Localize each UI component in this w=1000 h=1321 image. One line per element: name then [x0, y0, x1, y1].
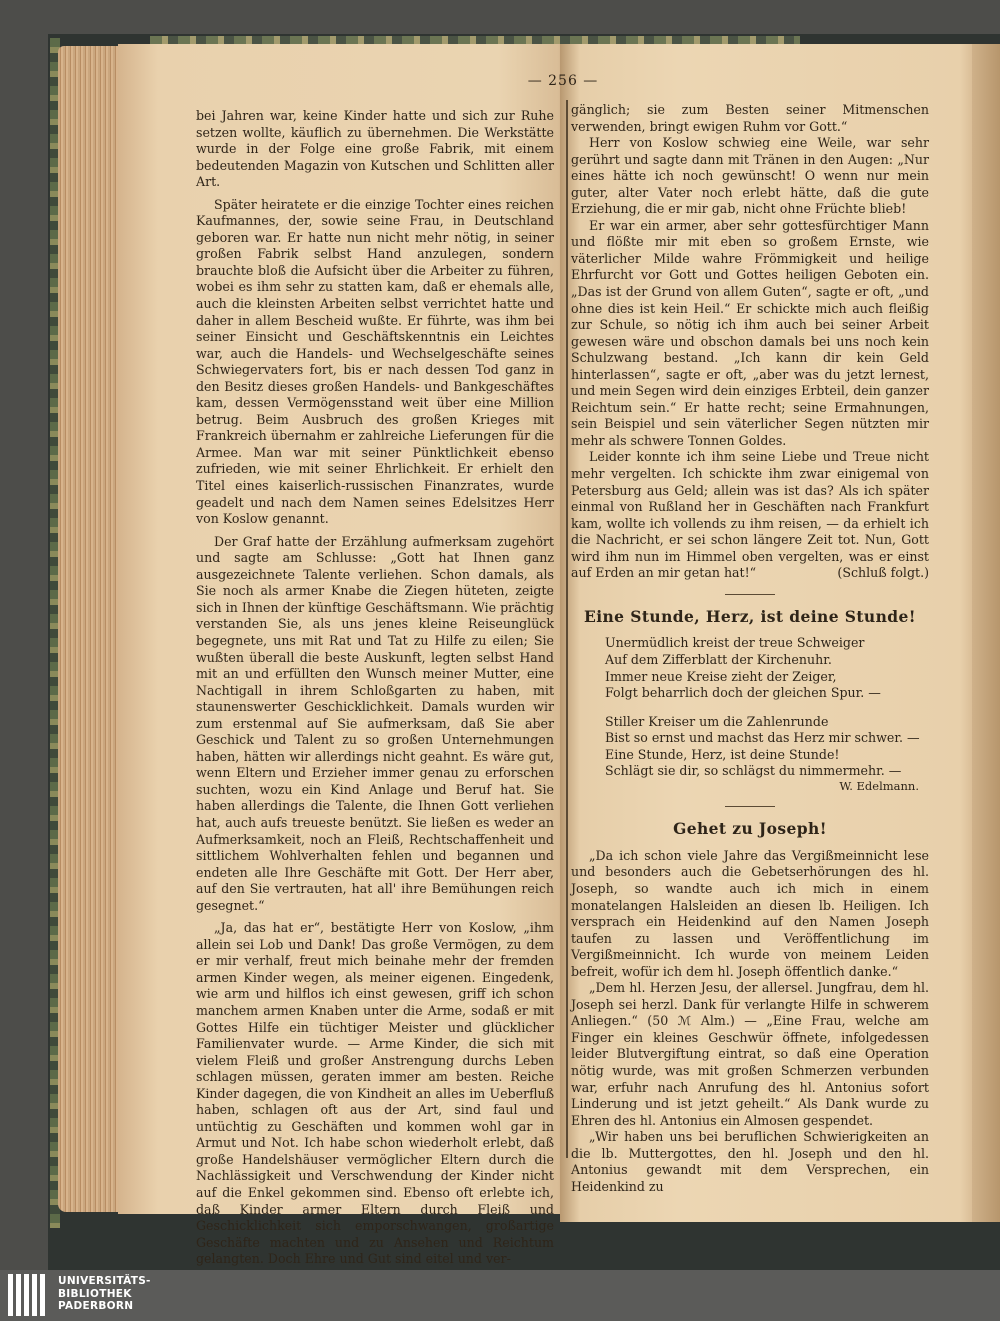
paragraph: „Dem hl. Herzen Jesu, der allersel. Jungfrau, dem hl. Joseph sei herzl. Dank für verlangte Hilfe in schwerem Anliegen.“ (50 ℳ Alm.) — „Eine Frau, welche am Finger ein kleines Geschwür öffnete, infolgedessen leider Blutvergiftung eintrat, so daß eine Operation nötig wurde, was mit großen Schmerzen verbunden war, erfuhr nach Anrufung des hl. Antonius sofort Linderung und ist jetzt geheilt.“ Als Dank wurde zu Ehren des hl. Antonius ein Almosen gespendet.: [571, 980, 929, 1128]
poem-line: Auf dem Zifferblatt der Kirchenuhr.: [605, 651, 832, 667]
paragraph: gänglich; sie zum Besten seiner Mitmenschen verwenden, bringt ewigen Ruhm vor Gott.“: [571, 102, 929, 134]
column-rule: [566, 100, 568, 1158]
poem-line: Stiller Kreiser um die Zahlenrunde: [605, 713, 829, 729]
paragraph: „Da ich schon viele Jahre das Vergißmeinnicht lese und besonders auch die Gebetserhörungen des hl. Joseph, so wandte auch ich mich in einem monatelangen Halsleiden an diesen lb. Heiligen. Ich versprach ein Heidenkind auf den Namen Joseph taufen zu lassen und Veröffentlichung im Vergißmeinnicht. Ich wurde von meinem Leiden befreit, wofür ich dem hl. Joseph öffentlich danke.“: [571, 847, 929, 979]
continued-note: (Schluß folgt.): [837, 565, 929, 581]
right-column: [571, 102, 929, 1195]
poem-line: Schlägt sie dir, so schlägst du nimmermehr. —: [605, 763, 902, 779]
page-curl: [972, 44, 1000, 1222]
poem: [605, 635, 929, 779]
poem-stanza: [605, 714, 929, 780]
poem-line: Bist so ernst und machst das Herz mir schwer. —: [605, 730, 920, 746]
paragraph: Der Graf hatte der Erzählung aufmerksam zugehört und sagte am Schlusse: „Gott hat Ihnen ganz ausgezeichnete Talente verliehen. Schon damals, als Sie noch als armer Knabe die Ziegen hüteten, zeigte sich in Ihnen der künftige Geschäftsmann. Wie prächtig verstanden Sie, als uns jenes kleine Reiseunglück begegnete, uns mit Rat und Tat zu Hilfe zu eilen; Sie wußten überall die beste Auskunft, legten selbst Hand mit an und erfüllten den Wunsch meiner Mutter, eine Nachtigall in ihrem Schloßgarten zu haben, mit staunenswerter Geschicklichkeit. Damals wurden wir zum erstenmal auf Sie aufmerksam, daß Sie aber Geschick und Talent zu so großen Unternehmungen haben, hätten wir allerdings nicht geahnt. Es wäre gut, wenn Eltern und Erzieher immer genau zu erforschen suchten, wozu ein Kind Anlage und Beruf hat. Sie haben allerdings die Talente, die Ihnen Gott verliehen hat, auch aufs treueste benützt. Sie ließen es weder an Aufmerksamkeit, noch an Fleiß, Rechtschaffenheit und sittlichem Wohlverhalten fehlen und begannen und endeten alle Ihre Geschäfte mit Gott. Der Herr aber, auf den Sie vertrauten, hat all' ihre Bemühungen reich gesegnet.“: [196, 533, 554, 913]
library-name-line: BIBLIOTHEK: [58, 1287, 132, 1300]
page-number: — 256 —: [527, 73, 599, 89]
paragraph: Er war ein armer, aber sehr gottesfürchtiger Mann und flößte mir mit eben so großem Ernste, wie väterlicher Milde wahre Frömmigkeit und heilige Ehrfurcht vor Gott und Gottes heiligen Geboten ein. „Das ist der Grund von allem Guten“, sagte er oft, „und ohne dies ist kein Heil.“ Er schickte mich auch fleißig zur Schule, so nötig ich ihm auch bei seiner Arbeit gewesen wäre und obschon damals bei uns noch kein Schulzwang bestand. „Ich kann dir kein Geld hinterlassen“, sagte er oft, „aber was du jetzt lernest, und mein Segen wird dein einziges Erbteil, dein ganzer Reichtum sein.“ Er hatte recht; seine Ermahnungen, sein Beispiel und sein väterlicher Segen nützten mir mehr als schwere Tonnen Goldes.: [571, 217, 929, 448]
poem-stanza: [605, 635, 929, 701]
library-footer: [0, 1270, 1000, 1321]
poem-line: Unermüdlich kreist der treue Schweiger: [605, 635, 865, 651]
left-column: [196, 108, 554, 1268]
top-marbled-edge: [150, 36, 800, 44]
poem-title: Eine Stunde, Herz, ist deine Stunde!: [584, 606, 916, 626]
section-divider: [725, 594, 775, 595]
poem-line: Eine Stunde, Herz, ist deine Stunde!: [605, 746, 840, 762]
poem-line: Folgt beharrlich doch der gleichen Spur. —: [605, 685, 881, 701]
section-divider: [725, 806, 775, 807]
paragraph: „Wir haben uns bei beruflichen Schwierigkeiten an die lb. Muttergottes, den hl. Joseph und den hl. Antonius gewandt mit dem Versprechen, ein Heidenkind zu: [571, 1129, 929, 1194]
poem-line: Immer neue Kreise zieht der Zeiger,: [605, 668, 837, 684]
paragraph: bei Jahren war, keine Kinder hatte und sich zur Ruhe setzen wollte, käuflich zu übernehmen. Die Werkstätte wurde in der Folge eine große Fabrik, mit einem bedeutenden Magazin von Kutschen und Schlitten aller Art.: [196, 108, 554, 190]
paragraph: Herr von Koslow schwieg eine Weile, war sehr gerührt und sagte dann mit Tränen in den Augen: „Nur eines hätte ich noch gewünscht! O wenn nur mein guter, alter Vater noch erlebt hätte, daß die gute Erziehung, die er mir gab, nicht ohne Früchte blieb!: [571, 135, 929, 217]
poem-author: W. Edelmann.: [839, 778, 919, 793]
library-name: [58, 1275, 151, 1313]
library-name-line: PADERBORN: [58, 1300, 134, 1312]
paragraph: Später heiratete er die einzige Tochter eines reichen Kaufmannes, der, sowie seine Frau, in Deutschland geboren war. Er hatte nun nicht mehr nötig, in seiner großen Fabrik selbst Hand anzulegen, sondern brauchte bloß die Aufsicht über die Arbeiter zu führen, wobei es ihm sehr zu statten kam, daß er ehemals alle, auch die kleinsten Arbeiten selbst verrichtet hatte und daher in allem Bescheid wußte. Er führte, was ihm bei seiner Einsicht und Geschäftskenntnis ein Leichtes war, auch die Handels- und Wechselgeschäfte seines Schwiegervaters fort, bis er nach dessen Tod ganz in den Besitz dieses großen Handels- und Bankgeschäftes kam, dessen Vermögensstand weit über eine Million betrug. Beim Ausbruch des großen Krieges mit Frankreich übernahm er zahlreiche Lieferungen für die Armee. Man war mit seiner Pünktlichkeit ebenso zufrieden, wie mit seiner Ehrlichkeit. Er erhielt den Titel eines kaiserlich-russischen Finanzrates, wurde geadelt und nach dem Namen seines Edelsitzes Herr von Koslow genannt.: [196, 196, 554, 527]
library-name-line: UNIVERSITÄTS-: [58, 1275, 151, 1287]
paragraph: „Ja, das hat er“, bestätigte Herr von Koslow, „ihm allein sei Lob und Dank! Das große Vermögen, zu dem er mir verhalf, freut mich beinahe mehr der fremden armen Kinder wegen, als meiner eigenen. Eingedenk, wie arm und hilflos ich einst gewesen, griff ich schon manchem armen Knaben unter die Arme, sodaß er mit Gottes Hilfe ein tüchtiger Meister und glücklicher Familienvater wurde. — Arme Kinder, die sich mit vielem Fleiß und großer Anstrengung durchs Leben schlagen müssen, geraten immer am besten. Reiche Kinder dagegen, die von Kindheit an alles im Ueberfluß haben, schlagen oft aus der Art, sind faul und untüchtig zu Geschäften und kommen wohl gar in Armut und Not. Ich habe schon wiederholt erlebt, daß große Handelshäuser vermöglicher Eltern durch die Nachlässigkeit und Verschwendung der Kinder nicht auf die Enkel gekommen sind. Ebenso oft erlebte ich, daß Kinder armer Eltern durch Fleiß und Geschicklichkeit sich emporschwangen, großartige Geschäfte machten und zu Ansehen und Reichtum gelangten. Doch Ehre und Gut sind eitel und ver-: [196, 920, 554, 1267]
paragraph-text: Leider konnte ich ihm seine Liebe und Treue nicht mehr vergelten. Ich schickte ihm zwar einigemal von Petersburg aus Geld; allein was ist das? Als ich später einmal von Rußland her in Geschäften nach Frankfurt kam, wollte ich vollends zu ihm reisen, — da erhielt ich die Nachricht, er sei schon längere Zeit tot. Nun, Gott wird ihm nun im Himmel oben vergelten, was er einst auf Erden an mir getan hat!“: [571, 449, 929, 581]
section-title: Gehet zu Joseph!: [673, 819, 827, 839]
library-logo-icon: [8, 1274, 48, 1316]
paragraph: [571, 449, 929, 581]
